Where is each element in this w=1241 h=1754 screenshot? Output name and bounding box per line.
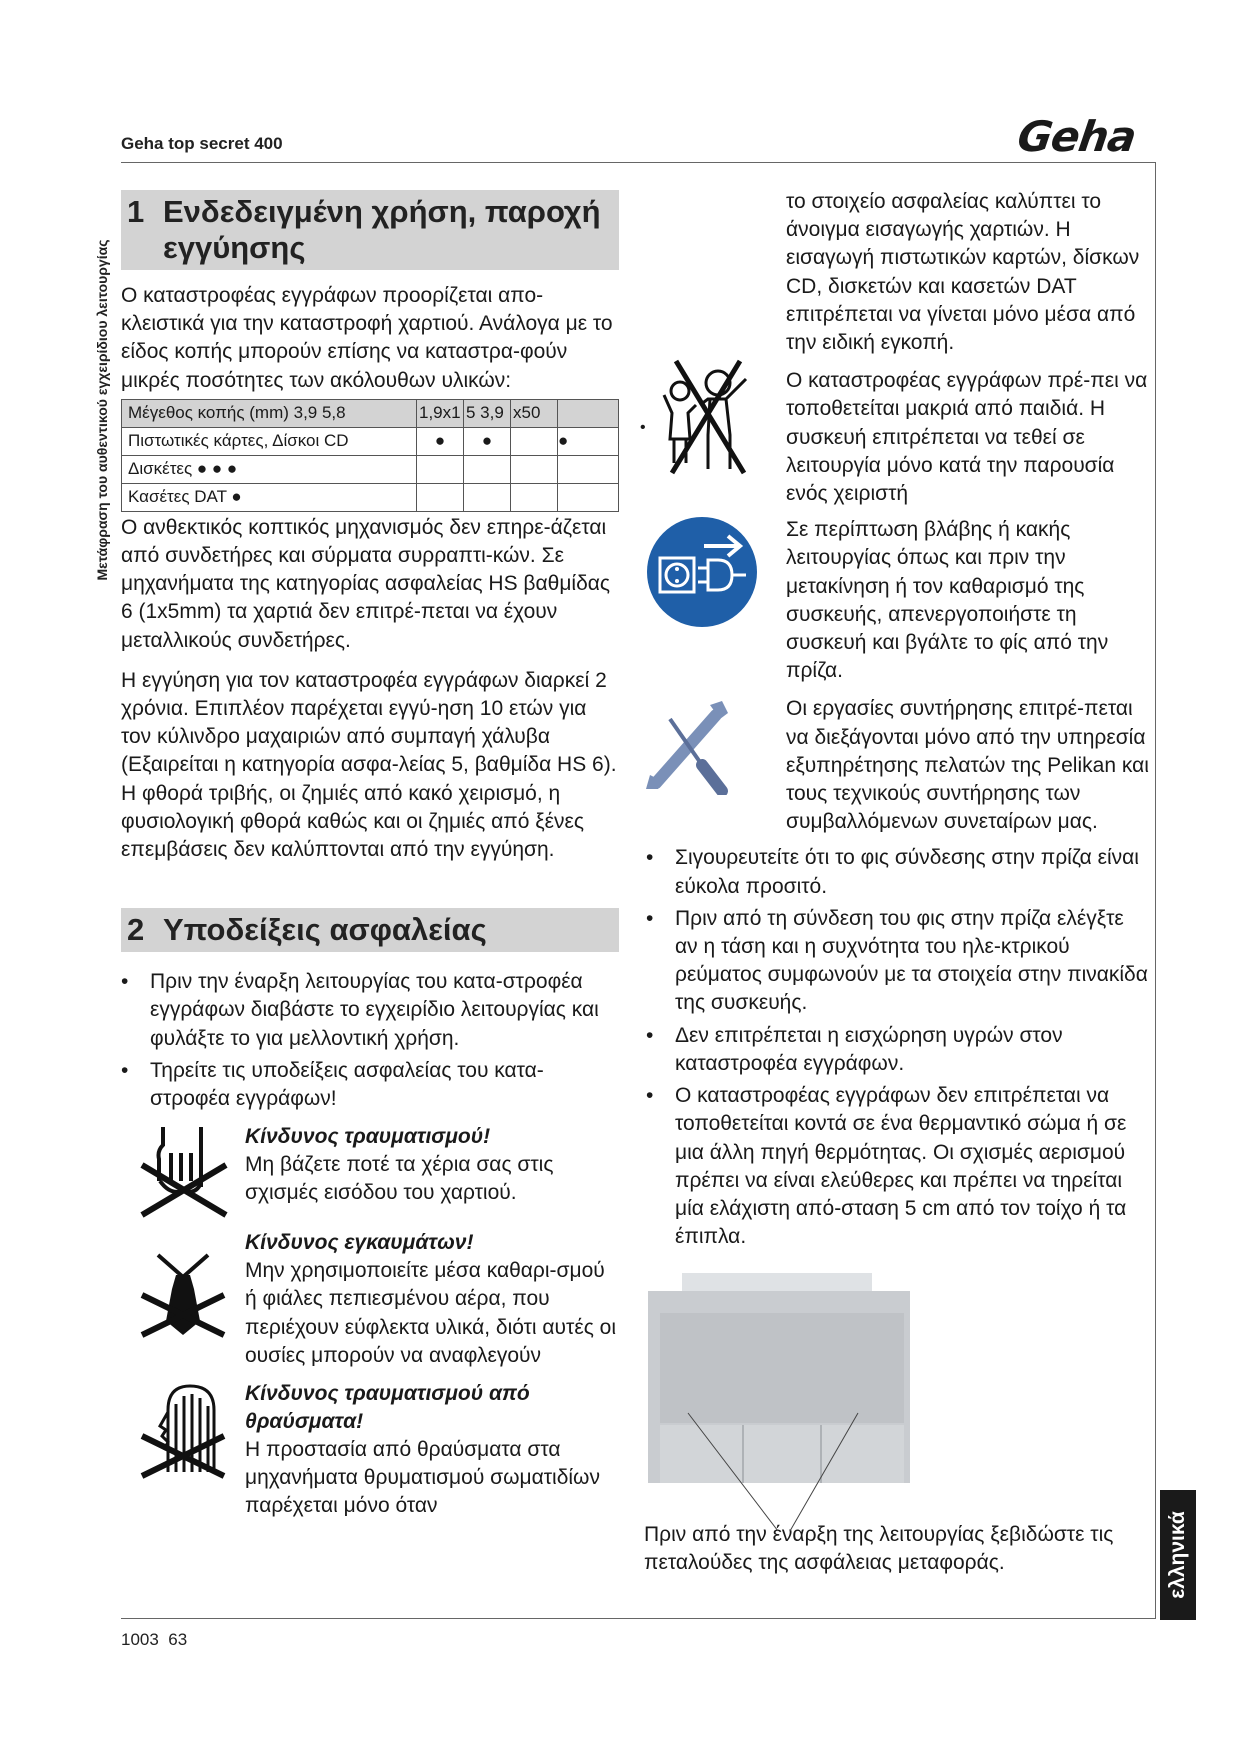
warning-title: Κίνδυνος τραυματισμού από θραύσματα!	[245, 1382, 530, 1434]
no-tie-icon	[121, 1229, 245, 1370]
slot-info	[640, 188, 1150, 357]
warning-text	[245, 1229, 619, 1370]
list-item: • Πριν την έναρξη λειτουργίας του κατα-στροφέα εγγράφων διαβάστε το εγχειρίδιο λειτουργίας και φυλάξτε το για μελλοντική χρήση.	[121, 968, 619, 1053]
intro-paragraph: Ο καταστροφέας εγγράφων προορίζεται απο-κλειστικά για την καταστροφή χαρτιού. Ανάλογα με το είδος κοπής μπορούν επίσης να καταστρα-φούν μικρές ποσότητες των ακόλουθων υλικών:	[121, 284, 613, 392]
warning-fragments	[121, 1380, 619, 1521]
warning-title: Κίνδυνος τραυματισμού!	[245, 1125, 491, 1149]
children-paragraph: Ο καταστροφέας εγγράφων πρέ-πει να τοποθετείται μακριά από παιδιά. Η συσκευή επιτρέπεται να τεθεί σε λειτουργία μόνο κατά την παρουσία ενός χειριστή	[786, 369, 1148, 506]
table-cell	[511, 455, 558, 483]
left-column	[121, 190, 619, 1521]
section-title-line: εγγύησης	[163, 230, 306, 265]
page-number: 63	[168, 1630, 188, 1649]
table-cell	[464, 455, 511, 483]
warning-body: Μην χρησιμοποιείτε μέσα καθαρι-σμού ή φιάλες πεπιεσμένου αέρα, που περιέχουν εύφλεκτα υλικά, διότι αυτές οι ουσίες μπορούν να αναφλεγούν	[245, 1259, 616, 1367]
table-row	[122, 427, 619, 455]
no-children-icon: •	[640, 367, 786, 508]
table-cell: ●	[464, 427, 511, 455]
table-cell	[417, 455, 464, 483]
warning-text	[245, 1380, 619, 1521]
table-cell	[511, 427, 558, 455]
warranty-paragraph: Η εγγύηση για τον καταστροφέα εγγράφων διαρκεί 2 χρόνια. Επιπλέον παρέχεται εγγύ-ηση 10 ετών για τον κύλινδρο μαχαιριών από συμπαγή χάλυβα (Εξαιρείται η κατηγορία ασφα-λείας 5, βαθμίδα HS 6). Η φθορά τριβής, οι ζημιές από κακό χειρισμό, η φυσιολογική φθορά καθώς και οι ζημιές από ξένες επεμβάσεις δεν καλύπτονται από την εγγύηση.	[121, 668, 617, 862]
warning-text	[245, 1123, 619, 1219]
table-header-cell: 1,9x1	[417, 399, 464, 427]
table-cell: Πιστωτικές κάρτες, Δίσκοι CD	[122, 427, 417, 455]
side-label-text: Μετάφραση του αυθεντικού εγχειρίδιου λειτουργίας	[94, 239, 110, 581]
table-cell	[464, 483, 511, 511]
warning-body: Μη βάζετε ποτέ τα χέρια σας στις σχισμές εισόδου του χαρτιού.	[245, 1153, 554, 1205]
header-divider	[121, 162, 1156, 163]
table-cell	[511, 483, 558, 511]
paperclip-paragraph: Ο ανθεκτικός κοπτικός μηχανισμός δεν επηρε-άζεται από συνδετήρες και σύρματα συρραπτι-κών. Σε μηχανήματα της κατηγορίας ασφαλείας HS βαθμίδας 6 (1x5mm) τα χαρτιά δεν επιτρέ-πεται να έχουν μεταλλικούς συνδετήρες.	[121, 515, 611, 652]
section-2-heading	[121, 908, 619, 952]
warning-title: Κίνδυνος εγκαυμάτων!	[245, 1231, 474, 1255]
table-cell	[558, 483, 619, 511]
children-warning	[640, 367, 1150, 508]
unplug-icon	[640, 516, 786, 685]
page-footer	[121, 1630, 187, 1650]
table-cell: ●	[558, 427, 619, 455]
footer-divider	[121, 1618, 1156, 1619]
service-info	[640, 695, 1150, 836]
table-cell: ●	[417, 427, 464, 455]
service-paragraph: Οι εργασίες συντήρησης επιτρέ-πεται να διεξάγονται μόνο από την υπηρεσία εξυπηρέτησης πελατών της Pelikan και τους τεχνικούς συντήρησης των συμβαλλόμενων συνεταίρων μας.	[786, 697, 1149, 834]
table-row	[122, 455, 619, 483]
doc-code: 1003	[121, 1630, 159, 1649]
section-title	[163, 194, 601, 266]
no-long-hair-icon	[121, 1380, 245, 1521]
table-cell	[558, 455, 619, 483]
language-tab	[1160, 1490, 1196, 1620]
right-column	[640, 188, 1150, 1577]
list-item: • Δεν επιτρέπεται η εισχώρηση υγρών στον καταστροφέα εγγράφων.	[646, 1022, 1150, 1078]
side-label	[88, 190, 116, 630]
table-row	[122, 483, 619, 511]
no-hands-icon	[121, 1123, 245, 1219]
warning-burn	[121, 1229, 619, 1370]
warning-injury	[121, 1123, 619, 1219]
table-cell: Κασέτες DAT ●	[122, 483, 417, 511]
shredder-photo	[648, 1273, 916, 1483]
table-header-cell: Μέγεθος κοπής (mm) 3,9 5,8	[122, 399, 417, 427]
table-cell: Δισκέτες ● ● ●	[122, 455, 417, 483]
document-title: Geha top secret 400	[121, 134, 283, 153]
cut-size-table	[121, 399, 619, 512]
list-item: • Τηρείτε τις υποδείξεις ασφαλείας του κατα-στροφέα εγγράφων!	[121, 1057, 619, 1113]
warning-body: Η προστασία από θραύσματα στα μηχανήματα θρυματισμού σωματιδίων παρέχεται μόνο όταν	[245, 1438, 600, 1518]
table-cell	[417, 483, 464, 511]
table-header-row	[122, 399, 619, 427]
right-border	[1155, 162, 1156, 1619]
list-item: • Ο καταστροφέας εγγράφων δεν επιτρέπεται να τοποθετείται κοντά σε ένα θερμαντικό σώμα ή σε μια άλλη πηγή θερμότητας. Οι σχισμές αερισμού πρέπει να είναι ελεύθερες και πρέπει να τηρείται μία ελάχιστη από-σταση 5 cm από τον τοίχο ή τα έπιπλα.	[646, 1082, 1150, 1251]
unplug-warning	[640, 516, 1150, 685]
geha-logo: Geha	[1014, 112, 1139, 161]
safety-bullet-list	[121, 968, 619, 1113]
unplug-paragraph: Σε περίπτωση βλάβης ή κακής λειτουργίας όπως και πριν την μετακίνηση ή τον καθαρισμό της συσκευής, απενεργοποιήστε τη συσκευή και βγάλτε το φίς από την πρίζα.	[786, 518, 1109, 683]
section-title: Υποδείξεις ασφαλείας	[163, 912, 487, 948]
table-header-cell	[558, 399, 619, 427]
list-item: • Πριν από τη σύνδεση του φις στην πρίζα ελέγξτε αν η τάση και η συχνότητα του ηλε-κτρικού ρεύματος συμφωνούν με τα στοιχεία στην πινακίδα της συσκευής.	[646, 905, 1150, 1018]
tools-icon	[640, 695, 786, 836]
section-number: 1	[127, 194, 145, 229]
slot-paragraph: το στοιχείο ασφαλείας καλύπτει το άνοιγμα εισαγωγής χαρτιών. Η εισαγωγή πιστωτικών καρτών, δίσκων CD, δισκετών και κασετών DAT επιτρέπεται να γίνεται μόνο μέσα από την ειδική εγκοπή.	[786, 190, 1140, 355]
section-title-line: Ενδεδειγμένη χρήση, παροχή	[163, 194, 601, 229]
list-item: • Σιγουρευτείτε ότι το φις σύνδεσης στην πρίζα είναι εύκολα προσιτό.	[646, 844, 1150, 900]
electrical-bullet-list	[640, 844, 1150, 1251]
language-tab-text: ελληνικά	[1166, 1511, 1189, 1599]
table-header-cell: x50	[511, 399, 558, 427]
section-number: 2	[127, 912, 145, 948]
section-1-heading	[121, 190, 619, 270]
photo-caption: Πριν από την έναρξη της λειτουργίας ξεβιδώστε τις πεταλούδες της ασφάλειας μεταφοράς.	[644, 1523, 1114, 1575]
table-header-cell: 5 3,9	[464, 399, 511, 427]
